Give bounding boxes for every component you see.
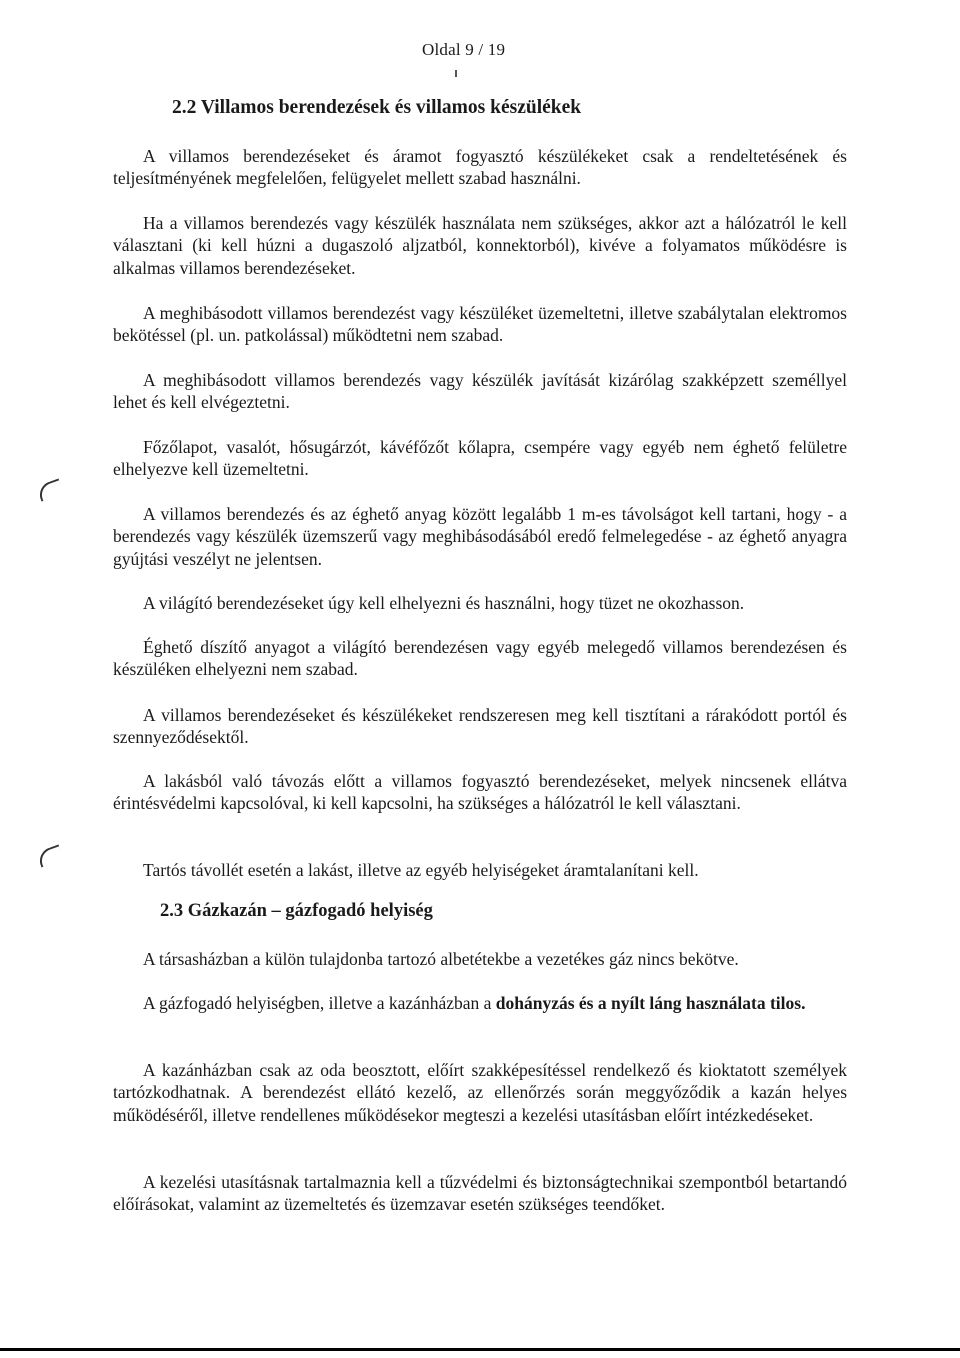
bold-warning-text: dohányzás és a nyílt láng használata tilos. — [495, 993, 806, 1013]
paragraph: A villamos berendezés és az éghető anyag között legalább 1 m-es távolságot kell tartani, hogy - a berendezés vagy készülék üzemszerű vagy meghibásodásából eredő felmelegedése - az éghető anyagra gyújtási veszélyt ne jelentsen. — [113, 504, 847, 569]
page-number: Oldal 9 / 19 — [422, 40, 506, 59]
margin-mark — [36, 844, 64, 867]
paragraph: A társasházban a külön tulajdonba tartozó albetétekbe a vezetékes gáz nincs bekötve. — [143, 949, 739, 969]
paragraph: A meghibásodott villamos berendezést vagy készüléket üzemeltetni, illetve szabálytalan elektromos bekötéssel (pl. un. patkolással) működtetni nem szabad. — [113, 303, 847, 346]
paragraph: A meghibásodott villamos berendezés vagy készülék javítását kizárólag szakképzett személlyel lehet és kell elvégeztetni. — [113, 370, 847, 413]
section-heading-2-2: 2.2 Villamos berendezések és villamos készülékek — [172, 97, 582, 118]
paragraph: A kazánházban csak az oda beosztott, előírt szakképesítéssel rendelkező és kioktatott személyek tartózkodhatnak. A berendezést ellátó kezelő, az ellenőrzés során meggyőződik a kazán helyes működéséről, illetve rendellenes működésekor megteszi a kezelési utasításban előírt intézkedéseket. — [113, 1060, 847, 1125]
paragraph: Éghető díszítő anyagot a világító berendezésen vagy egyéb melegedő villamos berendezésen és készüléken elhelyezni nem szabad. — [113, 637, 847, 680]
paragraph-text: A gázfogadó helyiségben, illetve a kazánházban a — [143, 993, 496, 1013]
paragraph: Tartós távollét esetén a lakást, illetve az egyéb helyiségeket áramtalanítani kell. — [143, 860, 699, 880]
scan-edge-line — [0, 1348, 960, 1351]
paragraph: A világító berendezéseket úgy kell elhelyezni és használni, hogy tüzet ne okozhasson. — [143, 593, 745, 613]
paragraph: A villamos berendezéseket és áramot fogyasztó készülékeket csak a rendeltetésének és teljesítményének megfelelően, felügyelet mellett szabad használni. — [113, 146, 847, 189]
paragraph: A lakásból való távozás előtt a villamos fogyasztó berendezéseket, melyek nincsenek ellátva érintésvédelmi kapcsolóval, ki kell kapcsolni, ha szükséges a hálózatról le kell választani. — [113, 771, 847, 814]
scan-mark — [455, 70, 457, 77]
paragraph: A kezelési utasításnak tartalmaznia kell a tűzvédelmi és biztonságtechnikai szempontból betartandó előírásokat, valamint az üzemeltetés és üzemzavar esetén szükséges teendőket. — [113, 1172, 847, 1215]
paragraph: Főzőlapot, vasalót, hősugárzót, kávéfőzőt kőlapra, csempére vagy egyéb nem éghető felületre elhelyezve kell üzemeltetni. — [113, 437, 847, 480]
paragraph: A villamos berendezéseket és készülékeket rendszeresen meg kell tisztítani a rárakódott portól és szennyeződésektől. — [113, 705, 847, 748]
margin-mark — [36, 478, 64, 501]
section-heading-2-3: 2.3 Gázkazán – gázfogadó helyiség — [160, 901, 433, 921]
paragraph: Ha a villamos berendezés vagy készülék használata nem szükséges, akkor azt a hálózatról le kell választani (ki kell húzni a dugaszoló aljzatból, konnektorból), kivéve a folyamatos működésre is alkalmas villamos berendezéseket. — [113, 213, 847, 278]
paragraph-warning — [113, 992, 847, 1014]
